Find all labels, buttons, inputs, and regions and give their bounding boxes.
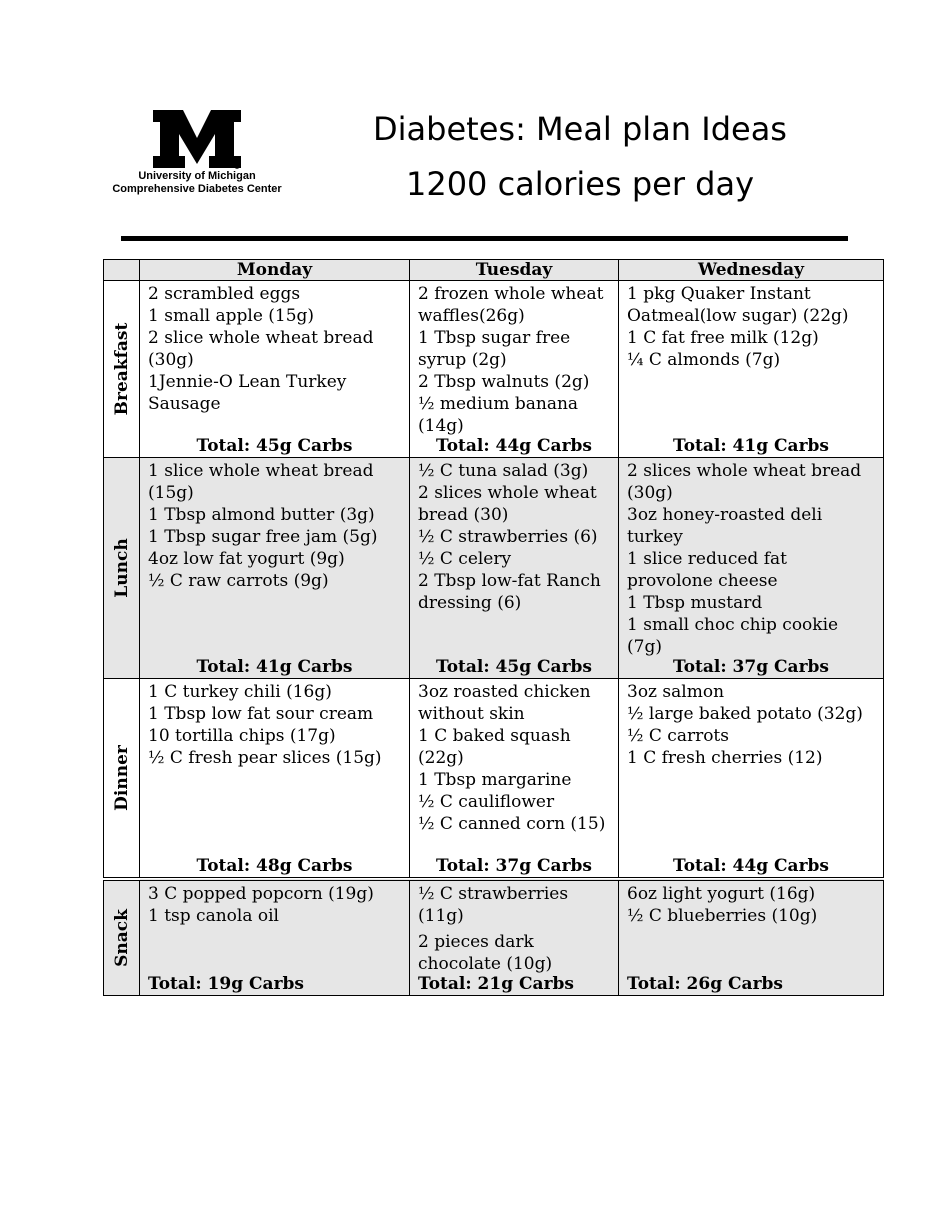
food-item: ½ C fresh pear slices (15g) bbox=[148, 748, 382, 768]
day-header-monday: Monday bbox=[140, 260, 410, 281]
food-item: 2 Tbsp low-fat Ranch dressing (6) bbox=[418, 571, 601, 613]
meal-label-cell bbox=[104, 281, 140, 458]
meal-row-dinner bbox=[104, 679, 884, 880]
food-item: 3oz honey-roasted deli turkey bbox=[627, 505, 823, 547]
meal-cell-snack-wednesday bbox=[619, 879, 884, 996]
block-m-logo-icon bbox=[151, 108, 243, 170]
meal-label-cell bbox=[104, 879, 140, 996]
food-item: 1 slice reduced fat provolone cheese bbox=[627, 549, 787, 591]
food-item: 2 scrambled eggs bbox=[148, 284, 301, 304]
meal-cell-breakfast-wednesday bbox=[619, 281, 884, 458]
meal-cell-lunch-monday bbox=[140, 458, 410, 679]
meal-label-lunch: Lunch bbox=[111, 538, 132, 598]
meal-cell-breakfast-monday bbox=[140, 281, 410, 458]
carb-total: Total: 19g Carbs bbox=[148, 974, 304, 994]
meal-cell-dinner-wednesday bbox=[619, 679, 884, 880]
meal-cell-lunch-tuesday bbox=[410, 458, 619, 679]
food-item: 4oz low fat yogurt (9g) bbox=[148, 549, 345, 569]
meal-label-cell bbox=[104, 458, 140, 679]
carb-total: Total: 44g Carbs bbox=[436, 436, 592, 456]
food-item: 1 Tbsp margarine bbox=[418, 770, 572, 790]
food-item: 2 slices whole wheat bread (30g) bbox=[627, 461, 862, 503]
meal-cell-snack-monday bbox=[140, 879, 410, 996]
header-divider bbox=[121, 236, 848, 241]
food-item: 1 tsp canola oil bbox=[148, 906, 279, 926]
meal-plan-table bbox=[103, 259, 884, 996]
meal-label-snack: Snack bbox=[111, 909, 132, 967]
food-item: 3oz salmon bbox=[627, 682, 725, 702]
food-item: 6oz light yogurt (16g) bbox=[627, 884, 816, 904]
food-item: 1 C turkey chili (16g) bbox=[148, 682, 332, 702]
carb-total: Total: 44g Carbs bbox=[673, 856, 829, 876]
food-item: ½ C cauliflower bbox=[418, 792, 555, 812]
logo-line-2: Comprehensive Diabetes Center bbox=[112, 183, 282, 195]
food-item: 1 Tbsp low fat sour cream bbox=[148, 704, 374, 724]
food-item: ½ large baked potato (32g) bbox=[627, 704, 863, 724]
meal-cell-breakfast-tuesday bbox=[410, 281, 619, 458]
food-item: 1 C fat free milk (12g) bbox=[627, 328, 819, 348]
meal-cell-dinner-monday bbox=[140, 679, 410, 880]
food-item: 2 frozen whole wheat waffles(26g) bbox=[418, 284, 604, 326]
carb-total: Total: 21g Carbs bbox=[418, 974, 574, 994]
food-item: 1 Tbsp sugar free jam (5g) bbox=[148, 527, 378, 547]
meal-cell-lunch-wednesday bbox=[619, 458, 884, 679]
food-item: 1 C fresh cherries (12) bbox=[627, 748, 823, 768]
food-item: ½ C carrots bbox=[627, 726, 729, 746]
food-item: 1 Tbsp almond butter (3g) bbox=[148, 505, 375, 525]
meal-cell-snack-tuesday bbox=[410, 879, 619, 996]
food-item: ½ C blueberries (10g) bbox=[627, 906, 818, 926]
food-item: 2 pieces dark chocolate (10g) bbox=[418, 932, 553, 974]
day-header-wednesday: Wednesday bbox=[619, 260, 884, 281]
carb-total: Total: 45g Carbs bbox=[436, 657, 592, 677]
meal-label-breakfast: Breakfast bbox=[111, 322, 132, 416]
food-item: 1Jennie-O Lean Turkey Sausage bbox=[148, 372, 347, 414]
meal-row-snack bbox=[104, 879, 884, 996]
meal-label-cell bbox=[104, 679, 140, 880]
carb-total: Total: 26g Carbs bbox=[627, 974, 783, 994]
food-item: 1 C baked squash (22g) bbox=[418, 726, 571, 768]
carb-total: Total: 37g Carbs bbox=[673, 657, 829, 677]
food-item: 2 slice whole wheat bread (30g) bbox=[148, 328, 374, 370]
food-item: 1 small apple (15g) bbox=[148, 306, 315, 326]
carb-total: Total: 41g Carbs bbox=[673, 436, 829, 456]
meal-row-lunch bbox=[104, 458, 884, 679]
food-item: ½ C canned corn (15) bbox=[418, 814, 606, 834]
food-item: 3 C popped popcorn (19g) bbox=[148, 884, 374, 904]
food-item: ½ C strawberries (11g) bbox=[418, 884, 569, 926]
carb-total: Total: 48g Carbs bbox=[196, 856, 353, 876]
food-item: ¼ C almonds (7g) bbox=[627, 350, 781, 370]
food-item: 2 slices whole wheat bread (30) bbox=[418, 483, 597, 525]
carb-total: Total: 41g Carbs bbox=[196, 657, 353, 677]
food-item: 1 slice whole wheat bread (15g) bbox=[148, 461, 374, 503]
food-item: 2 Tbsp walnuts (2g) bbox=[418, 372, 590, 392]
food-item: 1 pkg Quaker Instant Oatmeal(low sugar) (22g) bbox=[627, 284, 849, 326]
meal-label-dinner: Dinner bbox=[111, 745, 132, 811]
food-item: 1 Tbsp mustard bbox=[627, 593, 763, 613]
page-title: Diabetes: Meal plan Ideas bbox=[373, 110, 787, 148]
page-subtitle: 1200 calories per day bbox=[405, 165, 755, 203]
food-item: 1 Tbsp sugar free syrup (2g) bbox=[418, 328, 571, 370]
meal-row-breakfast bbox=[104, 281, 884, 458]
header-corner-cell bbox=[104, 260, 140, 281]
food-item: ½ C tuna salad (3g) bbox=[418, 461, 589, 481]
food-item: 1 small choc chip cookie (7g) bbox=[627, 615, 839, 657]
food-item: 3oz roasted chicken without skin bbox=[418, 682, 591, 724]
food-item: 10 tortilla chips (17g) bbox=[148, 726, 336, 746]
food-item: ½ C raw carrots (9g) bbox=[148, 571, 329, 591]
university-logo bbox=[106, 108, 288, 196]
food-item: ½ C strawberries (6) bbox=[418, 527, 598, 547]
food-item: ½ C celery bbox=[418, 549, 512, 569]
carb-total: Total: 45g Carbs bbox=[196, 436, 353, 456]
meal-cell-dinner-tuesday bbox=[410, 679, 619, 880]
logo-line-1: University of Michigan bbox=[138, 170, 256, 182]
food-item: ½ medium banana (14g) bbox=[418, 394, 579, 436]
carb-total: Total: 37g Carbs bbox=[436, 856, 592, 876]
day-header-tuesday: Tuesday bbox=[410, 260, 619, 281]
